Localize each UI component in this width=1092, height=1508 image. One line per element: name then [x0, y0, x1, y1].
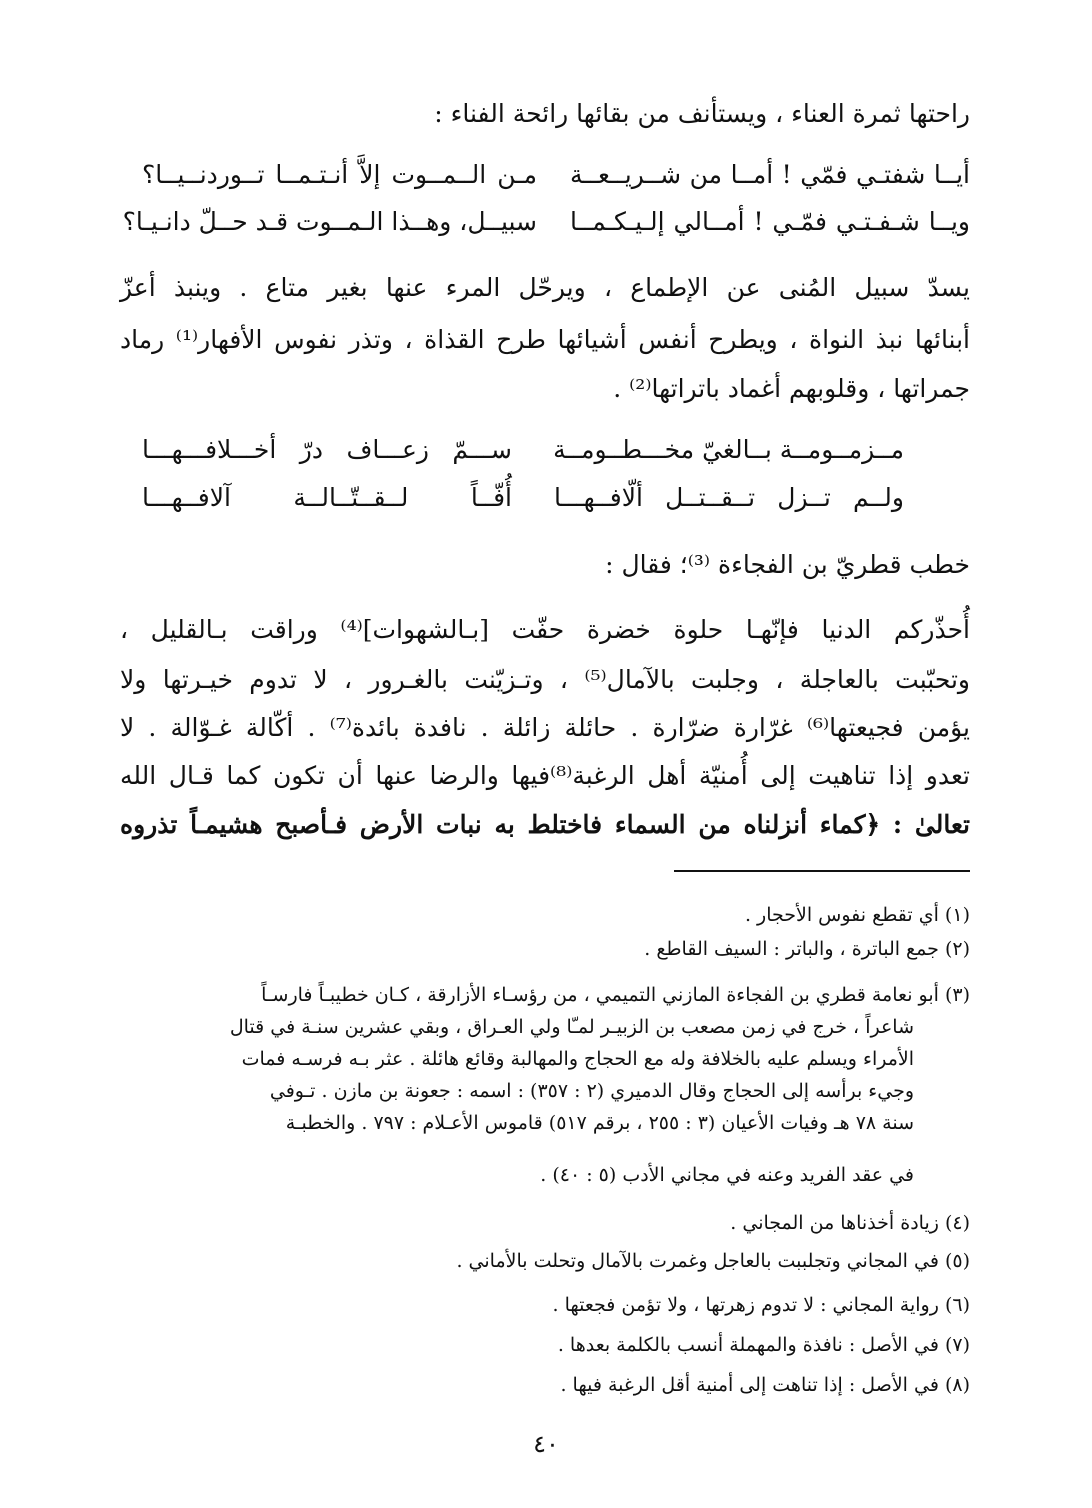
footnote-continuation: شاعراً ، خرج في زمن مصعب بن الزبيـر لمـّا ولي العـراق ، وبقي عشرين سنـة في قتال — [229, 1016, 914, 1038]
verse-hemistich: أُفّــاً لــقــتّــالــة آلافــهـــا — [142, 483, 512, 512]
paragraph-line: يؤمن فجيعتها⁽⁶⁾ غرّارة ضرّارة . حائلة زائلة . نافدة بائدة⁽⁷⁾ . أكّالة غـوّالة . لا — [120, 713, 970, 742]
page-number: ٤٠ — [533, 1430, 559, 1458]
footnote-divider — [674, 870, 970, 872]
paragraph-line: أبنائها نبذ النواة ، ويطرح أنفس أشيائها طرح القذاة ، وتذر نفوس الأفهار⁽¹⁾ رماد — [120, 325, 971, 354]
footnote: (٢) جمع الباترة ، والباتر : السيف القاطع . — [644, 938, 970, 960]
footnote: (١) أي تقطع نفوس الأحجار . — [744, 904, 970, 926]
footnote-continuation: وجيء برأسه إلى الحجاج وقال الدميري (٢ : ٣٥٧) : اسمه : جعونة بن مازن . تـوفي — [269, 1080, 914, 1102]
verse-hemistich: ولــم تــزل تــقــتــل ألّافــهـــا — [554, 483, 904, 512]
verse-hemistich: أيــا شفتـي فمّي ! أمــا من شــريــعــة — [570, 160, 970, 189]
paragraph-line: تعالىٰ : ﴿كماء أنزلناه من السماء فاختلط به نبات الأرض فـأصبح هشيمـاً تذروه — [120, 810, 970, 839]
verse-hemistich: سبيــل، وهــذا الـمــوت قـد حــلّ دانـيـا؟ — [122, 207, 537, 236]
footnote-continuation: سنة ٧٨ هـ وفيات الأعيان (٣ : ٢٥٥ ، برقم ٥١٧) قاموس الأعـلام : ٧٩٧ . والخطبـة — [285, 1112, 914, 1134]
verse-hemistich: مــزمــومــة بــالغيّ مخـــطــومــة — [553, 435, 904, 464]
verse-line — [0, 202, 1092, 242]
paragraph-line: يسدّ سبيل المُنى عن الإطماع ، ويرحّل المرء عنها بغير متاع . وينبذ أعزّ — [120, 273, 970, 302]
footnote-continuation: الأمراء ويسلم عليه بالخلافة وله مع الحجاج والمهالبة وقائع هائلة . عثر بـه فرسـه فمات — [241, 1048, 914, 1070]
verse-line — [0, 155, 1092, 195]
paragraph-line: أُحذّركم الدنيا فإنّهـا حلوة خضرة حفّت [بـالشهوات]⁽⁴⁾ وراقت بـالقليل ، — [120, 615, 970, 644]
footnote: (٥) في المجاني وتجلببت بالعاجل وغمرت بالآمال وتحلت بالأماني . — [456, 1250, 970, 1272]
verse-hemistich: ســـمّ زعـــاف درّ أخـــلافـــهـــا — [142, 435, 512, 464]
footnote: (٧) في الأصل : نافذة والمهملة أنسب بالكلمة بعدها . — [557, 1334, 970, 1356]
footnote: (٨) في الأصل : إذا تناهت إلى أمنية أقل الرغبة فيها . — [560, 1374, 970, 1396]
footnote: (٤) زيادة أخذناها من المجاني . — [730, 1212, 970, 1234]
verse-line — [0, 478, 1092, 518]
intro-line: راحتها ثمرة العناء ، ويستأنف من بقائها رائحة الفناء : — [434, 99, 970, 128]
verse-hemistich: مـن الــمــوت إلاَّ أنـتـمــا تــوردنــيــا؟ — [142, 160, 537, 189]
paragraph-line: وتحبّبت بالعاجلة ، وجلبت بالآمال⁽⁵⁾ ، وتـزيّنت بالغـرور ، لا تدوم خيـرتها ولا — [120, 665, 970, 694]
khutba-intro: خطب قطريّ بن الفجاءة ⁽³⁾؛ فقال : — [605, 550, 970, 579]
footnote: (٦) رواية المجاني : لا تدوم زهرتها ، ولا تؤمن فجعتها . — [552, 1294, 970, 1316]
footnote: (٣) أبو نعامة قطري بن الفجاءة المازني التميمي ، من رؤسـاء الأزارقة ، كـان خطيبـاً فارسـاً — [261, 984, 970, 1006]
verse-line — [0, 430, 1092, 470]
verse-hemistich: ويــا شـفـتـي فمّـي ! أمــالي إلـيـكـمــا — [570, 207, 970, 236]
paragraph-line: جمراتها ، وقلوبهم أغماد باتراتها⁽²⁾ . — [613, 374, 970, 403]
paragraph-line: تعدو إذا تناهيت إلى أُمنيّة أهل الرغبة⁽⁸⁾فيها والرضا عنها أن تكون كما قـال الله — [120, 761, 970, 790]
footnote-continuation: في عقد الفريد وعنه في مجاني الأدب (٥ : ٤٠) . — [540, 1164, 914, 1186]
